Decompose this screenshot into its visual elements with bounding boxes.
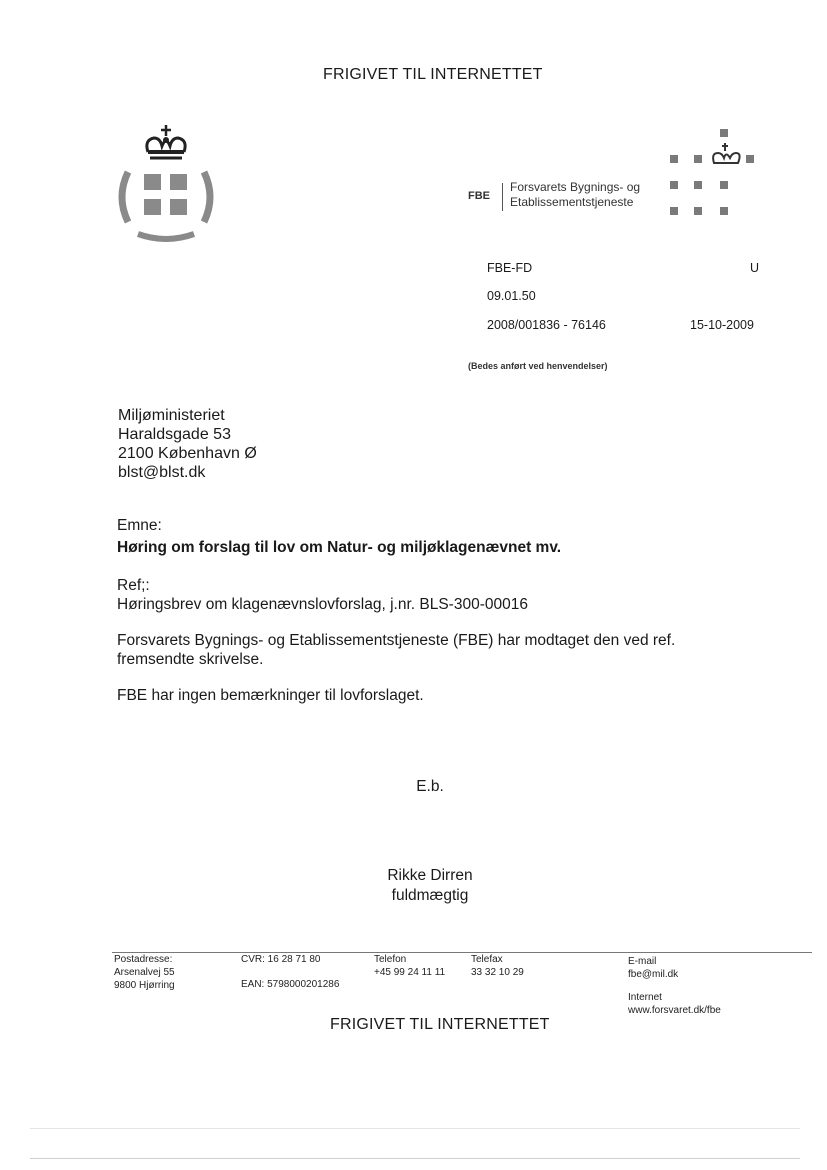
phone-label: Telefon bbox=[374, 954, 407, 965]
internet-url: www.forsvaret.dk/fbe bbox=[628, 1005, 721, 1016]
scan-line bbox=[30, 1128, 800, 1129]
footer-fax bbox=[471, 953, 524, 979]
signer-name: Rikke Dirren bbox=[387, 867, 473, 884]
release-stamp-top: FRIGIVET TIL INTERNETTET bbox=[323, 66, 543, 83]
fax-number: 33 32 10 29 bbox=[471, 967, 524, 978]
crown-grid-icon bbox=[664, 125, 764, 220]
ref-text: Høringsbrev om klagenævnslovforslag, j.nr. BLS-300-00016 bbox=[117, 596, 528, 613]
agency-name-line1: Forsvarets Bygnings- og bbox=[510, 180, 641, 194]
logo-divider bbox=[502, 183, 503, 211]
case-number: 2008/001836 - 76146 bbox=[487, 318, 606, 332]
footer-internet bbox=[628, 991, 721, 1017]
recipient-street: Haraldsgade 53 bbox=[118, 426, 231, 443]
postal-label: Postadresse: bbox=[114, 954, 173, 965]
email-address: fbe@mil.dk bbox=[628, 969, 679, 980]
footer-email bbox=[628, 955, 678, 981]
phone-number: +45 99 24 11 11 bbox=[374, 967, 446, 978]
email-label: E-mail bbox=[628, 956, 657, 967]
internet-label: Internet bbox=[628, 992, 662, 1003]
file-number: 09.01.50 bbox=[487, 289, 536, 303]
footer-cvr: CVR: 16 28 71 80 bbox=[241, 954, 321, 965]
postal-street: Arsenalvej 55 bbox=[114, 967, 175, 978]
footer-divider bbox=[112, 952, 812, 953]
crown-emblem-icon bbox=[114, 122, 218, 242]
scan-line bbox=[30, 1158, 800, 1159]
fax-label: Telefax bbox=[471, 954, 503, 965]
fbe-mark: FBE bbox=[468, 190, 490, 202]
recipient-address bbox=[118, 406, 257, 482]
letter-date: 15-10-2009 bbox=[690, 318, 754, 332]
classification: U bbox=[750, 261, 760, 275]
ref-label: Ref;: bbox=[117, 577, 150, 594]
footer-ean: EAN: 5798000201286 bbox=[241, 979, 340, 990]
footer-postal bbox=[114, 953, 175, 992]
paragraph-1 bbox=[117, 631, 675, 669]
postal-city: 9800 Hjørring bbox=[114, 980, 175, 991]
agency-name bbox=[510, 180, 640, 210]
recipient-name: Miljøministeriet bbox=[118, 407, 225, 424]
paragraph-1-line2: fremsendte skrivelse. bbox=[117, 651, 264, 668]
subject-label: Emne: bbox=[117, 517, 162, 534]
agency-name-line2: Etablissementstjeneste bbox=[510, 195, 634, 209]
paragraph-2: FBE har ingen bemærkninger til lovforslaget. bbox=[117, 687, 424, 704]
reference-note: (Bedes anført ved henvendelser) bbox=[468, 361, 608, 371]
release-stamp-bottom: FRIGIVET TIL INTERNETTET bbox=[330, 1016, 550, 1033]
recipient-email: blst@blst.dk bbox=[118, 464, 206, 481]
recipient-city: 2100 København Ø bbox=[118, 445, 257, 462]
subject-text: Høring om forslag til lov om Natur- og miljøklagenævnet mv. bbox=[117, 539, 562, 556]
closing-eb: E.b. bbox=[416, 778, 444, 795]
signer-title: fuldmægtig bbox=[391, 887, 469, 904]
paragraph-1-line1: Forsvarets Bygnings- og Etablissementstjeneste (FBE) har modtaget den ved ref. bbox=[117, 632, 676, 649]
footer-phone bbox=[374, 953, 445, 979]
office-code: FBE-FD bbox=[487, 261, 533, 275]
